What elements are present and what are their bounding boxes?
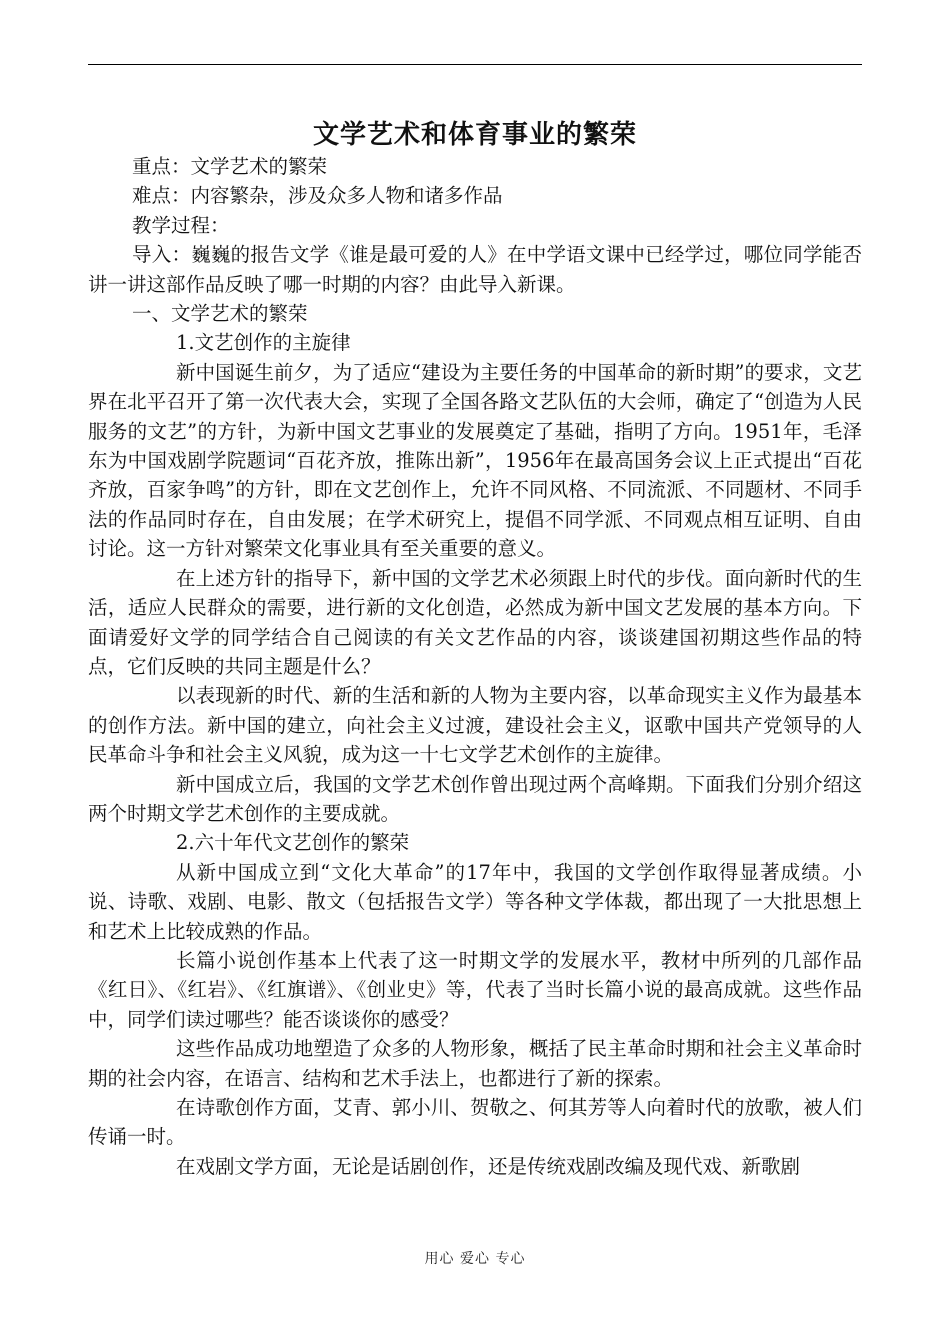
document-body (88, 152, 862, 1181)
paragraph: 1.文艺创作的主旋律 (176, 331, 351, 355)
page-footer: 用心 爱心 专心 (424, 1251, 526, 1267)
paragraph: 以表现新的时代、新的生活和新的人物为主要内容，以革命现实主义作为最基本的创作方法。新中国的建立，向社会主义过渡，建设社会主义，讴歌中国共产党领导的人民革命斗争和社会主义风貌，成为这一十七文学艺术创作的主旋律。 (88, 684, 862, 767)
paragraph: 新中国成立后，我国的文学艺术创作曾出现过两个高峰期。下面我们分别介绍这两个时期文学艺术创作的主要成就。 (88, 772, 862, 825)
paragraph: 2.六十年代文艺创作的繁荣 (176, 831, 410, 855)
paragraph: 重点：文学艺术的繁荣 (132, 155, 328, 178)
paragraph: 导入：巍巍的报告文学《谁是最可爱的人》在中学语文课中已经学过，哪位同学能否讲一讲这部作品反映了哪一时期的内容？由此导入新课。 (88, 243, 862, 296)
document-title: 文学艺术和体育事业的繁荣 (312, 120, 637, 150)
paragraph: 教学过程： (132, 213, 230, 237)
paragraph: 这些作品成功地塑造了众多的人物形象，概括了民主革命时期和社会主义革命时期的社会内容，在语言、结构和艺术手法上，也都进行了新的探索。 (88, 1037, 862, 1090)
paragraph: 难点：内容繁杂，涉及众多人物和诸多作品 (132, 184, 503, 208)
paragraph: 在上述方针的指导下，新中国的文学艺术必须跟上时代的步伐。面向新时代的生活，适应人民群众的需要，进行新的文化创造，必然成为新中国文艺发展的基本方向。下面请爱好文学的同学结合自己阅读的有关文艺作品的内容，谈谈建国初期这些作品的特点，它们反映的共同主题是什么？ (88, 566, 862, 678)
paragraph: 在戏剧文学方面，无论是话剧创作，还是传统戏剧改编及现代戏、新歌剧 (176, 1154, 801, 1178)
paragraph: 从新中国成立到“文化大革命”的17年中，我国的文学创作取得显著成绩。小说、诗歌、戏剧、电影、散文（包括报告文学）等各种文学体裁，都出现了一大批思想上和艺术上比较成熟的作品。 (88, 860, 862, 943)
paragraph: 新中国诞生前夕，为了适应“建设为主要任务的中国革命的新时期”的要求，文艺界在北平召开了第一次代表大会，实现了全国各路文艺队伍的大会师，确定了“创造为人民服务的文艺”的方针，为新中国文艺事业的发展奠定了基础，指明了方向。1951年，毛泽东为中国戏剧学院题词“百花齐放，推陈出新”，1956年在最高国务会议上正式提出“百花齐放，百家争鸣”的方针，即在文艺创作上，允许不同风格、不同流派、不同题材、不同手法的作品同时存在，自由发展；在学术研究上，提倡不同学派、不同观点相互证明、自由讨论。这一方针对繁荣文化事业具有至关重要的意义。 (88, 360, 862, 561)
paragraph: 一、文学艺术的繁荣 (132, 302, 308, 326)
paragraph: 长篇小说创作基本上代表了这一时期文学的发展水平，教材中所列的几部作品《红日》、《红岩》、《红旗谱》、《创业史》等，代表了当时长篇小说的最高成就。这些作品中，同学们读过哪些？能否谈谈你的感受？ (88, 948, 862, 1031)
header-rule (88, 64, 862, 65)
paragraph: 在诗歌创作方面，艾青、郭小川、贺敬之、何其芳等人向着时代的放歌，被人们传诵一时。 (88, 1096, 862, 1149)
